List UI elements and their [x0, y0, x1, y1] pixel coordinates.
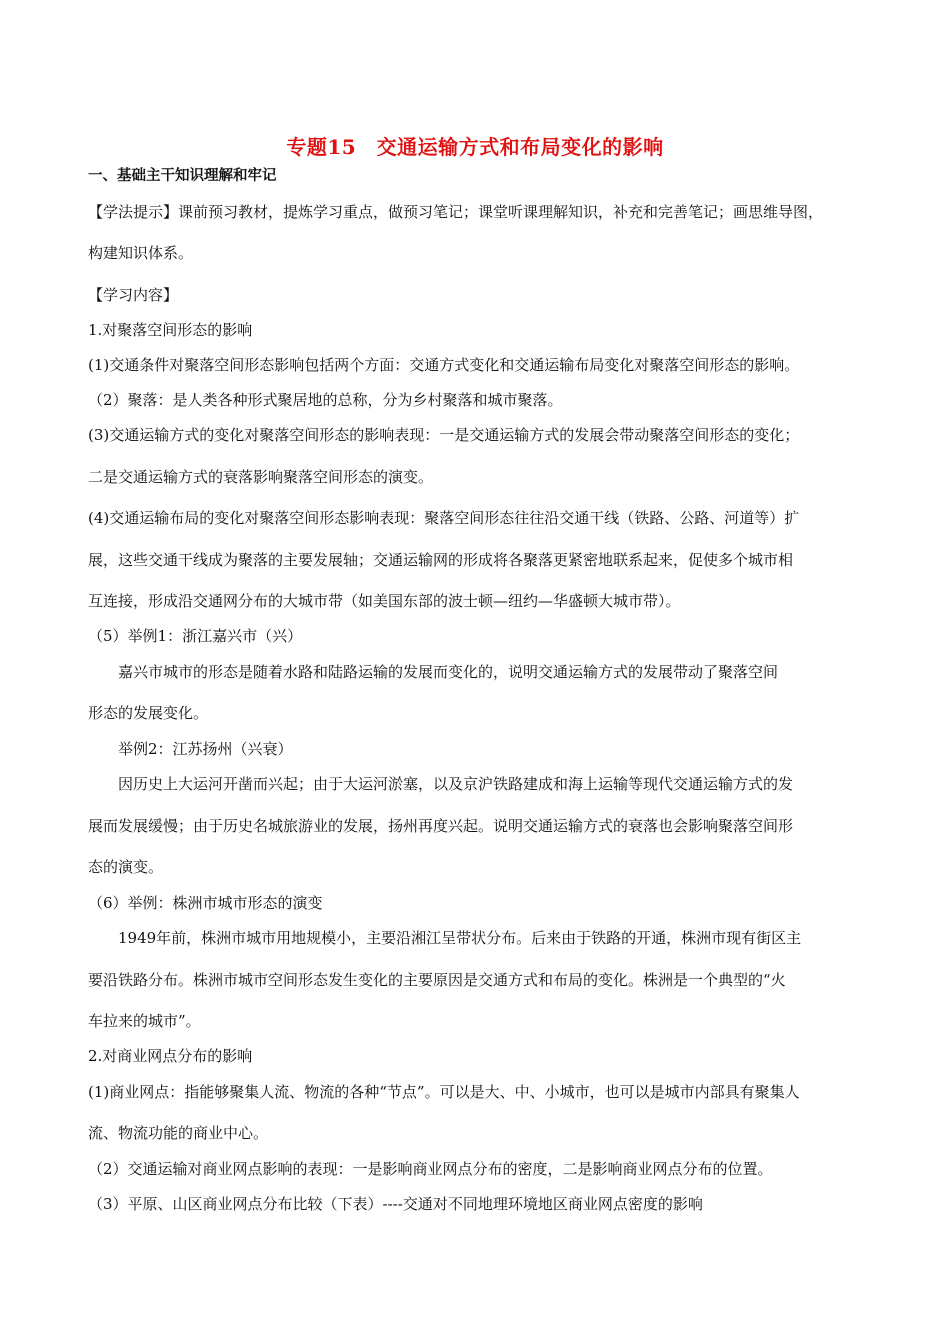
paragraph-line: 二是交通运输方式的衰落影响聚落空间形态的演变。	[88, 468, 434, 486]
paragraph-line: 态的演变。	[88, 858, 164, 876]
paragraph-line: (4)交通运输布局的变化对聚落空间形态影响表现：聚落空间形态往往沿交通干线（铁路、公路、河道等）扩	[88, 509, 800, 527]
paragraph-line: (1)交通条件对聚落空间形态影响包括两个方面：交通方式变化和交通运输布局变化对聚落空间形态的影响。	[88, 356, 800, 374]
paragraph-line: 【学习内容】	[88, 286, 179, 304]
paragraph-line: （2）聚落：是人类各种形式聚居地的总称，分为乡村聚落和城市聚落。	[88, 391, 563, 409]
paragraph-line: 举例2：江苏扬州（兴衰）	[118, 740, 293, 758]
paragraph-line: 因历史上大运河开凿而兴起；由于大运河淤塞，以及京沪铁路建成和海上运输等现代交通运输方式的发	[118, 775, 794, 793]
page-title: 专题15 交通运输方式和布局变化的影响	[286, 135, 664, 159]
paragraph-line: 车拉来的城市”。	[88, 1012, 201, 1030]
section-heading: 一、基础主干知识理解和牢记	[88, 168, 277, 184]
paragraph-line: 构建知识体系。	[88, 244, 194, 262]
paragraph-line: 要沿铁路分布。株洲市城市空间形态发生变化的主要原因是交通方式和布局的变化。株洲是一个典型的“火	[88, 971, 786, 989]
paragraph-line: （2）交通运输对商业网点影响的表现：一是影响商业网点分布的密度，二是影响商业网点分布的位置。	[88, 1160, 773, 1178]
paragraph-line: 【学法提示】课前预习教材，提炼学习重点，做预习笔记；课堂听课理解知识，补充和完善笔记；画思维导图，	[88, 203, 824, 221]
paragraph-line: 展，这些交通干线成为聚落的主要发展轴；交通运输网的形成将各聚落更紧密地联系起来，促使多个城市相	[88, 551, 794, 569]
paragraph-line: （6）举例：株洲市城市形态的演变	[88, 894, 323, 912]
paragraph-line: 1949年前，株洲市城市用地规模小，主要沿湘江呈带状分布。后来由于铁路的开通，株洲市现有街区主	[118, 929, 802, 947]
paragraph-line: 嘉兴市城市的形态是随着水路和陆路运输的发展而变化的，说明交通运输方式的发展带动了聚落空间	[118, 663, 779, 681]
paragraph-line: (3)交通运输方式的变化对聚落空间形态的影响表现：一是交通运输方式的发展会带动聚落空间形态的变化；	[88, 426, 800, 444]
paragraph-line: 展而发展缓慢；由于历史名城旅游业的发展，扬州再度兴起。说明交通运输方式的衰落也会影响聚落空间形	[88, 817, 794, 835]
paragraph-line: 流、物流功能的商业中心。	[88, 1124, 269, 1142]
subsection-heading: 1.对聚落空间形态的影响	[88, 321, 253, 339]
subsection-heading: 2.对商业网点分布的影响	[88, 1047, 253, 1065]
paragraph-line: （5）举例1：浙江嘉兴市（兴）	[88, 627, 303, 645]
paragraph-line: (1)商业网点：指能够聚集人流、物流的各种“节点”。可以是大、中、小城市，也可以是城市内部具有聚集人	[88, 1083, 800, 1101]
paragraph-line: （3）平原、山区商业网点分布比较（下表）----交通对不同地理环境地区商业网点密度的影响	[88, 1195, 703, 1213]
paragraph-line: 互连接，形成沿交通网分布的大城市带（如美国东部的波士顿—纽约—华盛顿大城市带）。	[88, 592, 681, 610]
paragraph-line: 形态的发展变化。	[88, 704, 209, 722]
